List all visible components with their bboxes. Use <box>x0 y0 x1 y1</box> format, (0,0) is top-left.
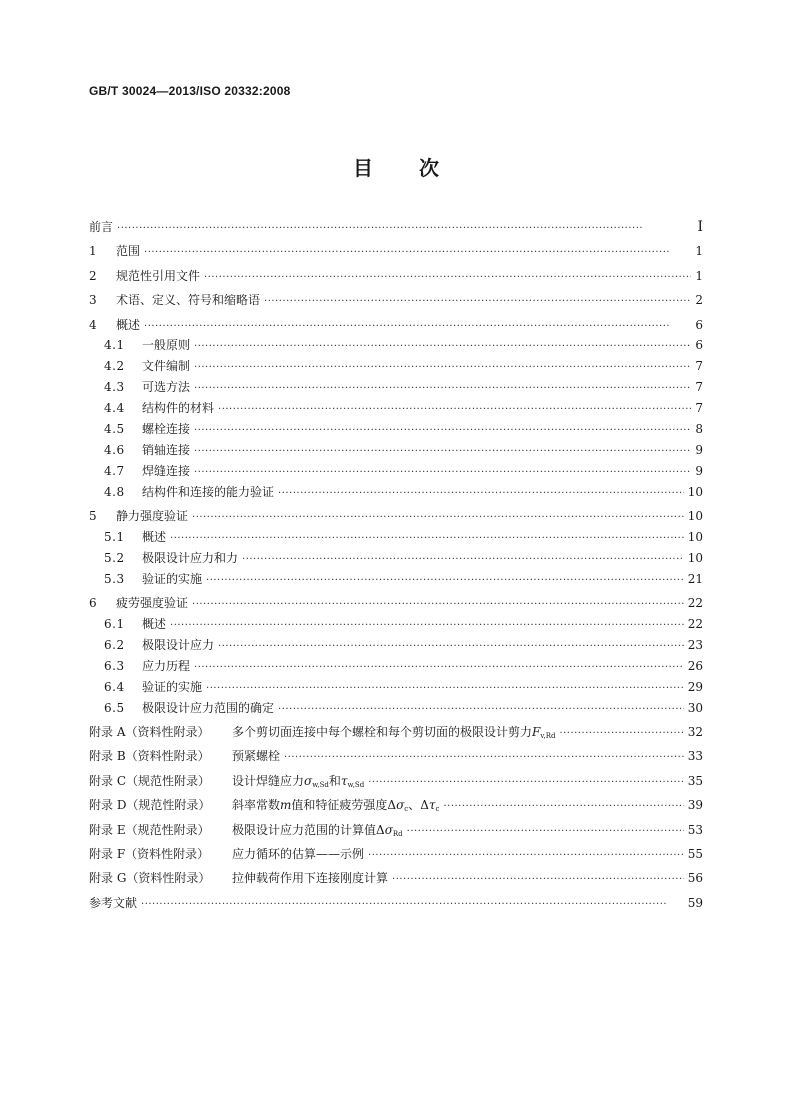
toc-page-number: 55 <box>687 846 703 861</box>
toc-entry-6[interactable] <box>89 593 703 614</box>
toc-entry-5-3[interactable] <box>89 569 703 590</box>
toc-leader-dots <box>278 700 684 721</box>
toc-text: 验证的实施 <box>142 571 203 586</box>
toc-entry-annex-c[interactable] <box>89 771 703 792</box>
toc-leader-dots <box>194 442 691 463</box>
toc-number: 5 <box>89 509 98 524</box>
toc-leader-dots <box>194 463 691 484</box>
toc-text: 设计焊缝应力 <box>232 773 305 788</box>
toc-text-connector: 和 <box>328 773 341 788</box>
toc-leader-dots <box>264 292 691 313</box>
toc-text: 范围 <box>116 244 141 259</box>
annex-label: 附录 G（资料性附录） <box>89 871 211 886</box>
toc-page-number: 53 <box>687 822 703 837</box>
toc-text: 斜率常数 <box>232 798 281 813</box>
table-of-contents <box>89 217 703 914</box>
title-char-1: 目 <box>353 156 373 180</box>
toc-text: 螺栓连接 <box>142 422 191 437</box>
toc-text: 极限设计应力 <box>142 637 215 652</box>
toc-leader-dots <box>206 679 684 700</box>
toc-leader-dots <box>170 616 684 637</box>
toc-page-number: 10 <box>687 529 703 544</box>
toc-text: 应力循环的估算——示例 <box>232 846 365 861</box>
toc-entry-5-1[interactable] <box>89 527 703 548</box>
toc-entry-4-1[interactable] <box>89 335 703 356</box>
toc-page-number: 30 <box>687 700 703 715</box>
toc-number: 1 <box>89 244 98 259</box>
toc-leader-dots <box>194 337 691 358</box>
toc-number: 5.3 <box>104 571 125 586</box>
toc-page-number: 9 <box>695 442 703 457</box>
toc-entry-4-2[interactable] <box>89 356 703 377</box>
toc-page-number: 7 <box>695 380 703 395</box>
toc-leader-dots <box>443 797 683 818</box>
toc-entry-1[interactable] <box>89 241 703 262</box>
toc-number: 6 <box>89 596 98 611</box>
math-symbol: $\tau_{w,Sd}$ <box>340 773 365 789</box>
toc-entry-annex-g[interactable] <box>89 868 703 889</box>
standard-number: GB/T 30024—2013/ISO 20332:2008 <box>89 84 291 98</box>
toc-page-number: 9 <box>695 463 703 478</box>
toc-page-number: 1 <box>695 244 703 259</box>
math-symbol: $\Delta\sigma_c$ <box>387 798 409 814</box>
toc-leader-dots <box>192 595 684 616</box>
toc-text: 前言 <box>89 220 114 234</box>
toc-text: 文件编制 <box>142 359 191 374</box>
toc-page-number: 22 <box>687 596 703 611</box>
toc-page-number: 29 <box>687 679 703 694</box>
toc-page-number: 7 <box>695 401 703 416</box>
toc-number: 4.1 <box>104 338 125 353</box>
toc-text: 术语、定义、符号和缩略语 <box>116 293 261 308</box>
toc-leader-dots <box>392 870 684 891</box>
toc-text: 概述 <box>116 317 141 332</box>
annex-label: 附录 E（规范性附录） <box>89 822 210 837</box>
toc-number: 4.8 <box>104 484 125 499</box>
toc-entry-4-7[interactable] <box>89 461 703 482</box>
toc-number: 3 <box>89 293 98 308</box>
toc-number: 6.2 <box>104 637 125 652</box>
toc-entry-annex-b[interactable] <box>89 746 703 767</box>
toc-number: 4.7 <box>104 463 125 478</box>
toc-text: 极限设计应力和力 <box>142 550 239 565</box>
toc-page-number: 10 <box>687 484 703 499</box>
toc-number: 6.1 <box>104 617 125 632</box>
toc-number: 6.3 <box>104 658 125 673</box>
toc-text: 概述 <box>142 529 167 544</box>
toc-text: 销轴连接 <box>142 442 191 457</box>
toc-entry-6-1[interactable] <box>89 614 703 635</box>
toc-entry-annex-a[interactable] <box>89 722 703 743</box>
toc-text: 预紧螺栓 <box>232 749 281 764</box>
math-symbol: m <box>280 798 292 813</box>
toc-page-number: 6 <box>695 317 703 332</box>
toc-text: 极限设计应力范围的计算值 <box>232 822 377 837</box>
toc-number: 4.3 <box>104 380 125 395</box>
page-title <box>0 152 792 181</box>
annex-label: 附录 C（规范性附录） <box>89 773 210 788</box>
toc-leader-dots <box>194 658 684 679</box>
toc-entry-2[interactable] <box>89 266 703 287</box>
toc-leader-dots <box>194 421 691 442</box>
toc-entry-bibliography[interactable] <box>89 893 703 914</box>
toc-number: 4.5 <box>104 422 125 437</box>
toc-page-number: 32 <box>687 724 703 739</box>
toc-page-number: 23 <box>687 637 703 652</box>
toc-entry-annex-f[interactable] <box>89 844 703 865</box>
toc-number: 5.1 <box>104 529 125 544</box>
toc-text: 极限设计应力范围的确定 <box>142 700 275 715</box>
toc-text: 静力强度验证 <box>116 509 189 524</box>
toc-text: 概述 <box>142 617 167 632</box>
toc-entry-foreword[interactable] <box>89 217 703 238</box>
toc-leader-dots <box>206 571 684 592</box>
toc-leader-dots <box>218 637 684 658</box>
toc-number: 4 <box>89 317 98 332</box>
annex-label: 附录 B（资料性附录） <box>89 749 210 764</box>
toc-text: 结构件的材料 <box>142 401 215 416</box>
toc-text: 应力历程 <box>142 658 191 673</box>
toc-text: 可选方法 <box>142 380 191 395</box>
toc-leader-dots <box>192 508 684 529</box>
toc-leader-dots <box>117 219 691 240</box>
toc-leader-dots <box>204 268 691 289</box>
toc-page-number: 39 <box>687 798 703 813</box>
toc-number: 2 <box>89 268 98 283</box>
annex-label: 附录 A（资料性附录） <box>89 724 210 739</box>
toc-entry-6-2[interactable] <box>89 635 703 656</box>
toc-page-number: 10 <box>687 550 703 565</box>
toc-entry-6-4[interactable] <box>89 677 703 698</box>
toc-leader-dots <box>194 379 691 400</box>
annex-label: 附录 D（规范性附录） <box>89 798 211 813</box>
toc-entry-6-5[interactable] <box>89 698 703 719</box>
toc-leader-dots <box>559 724 683 745</box>
toc-text: 参考文献 <box>89 895 138 910</box>
toc-entry-4-8[interactable] <box>89 482 703 503</box>
toc-page-number: 22 <box>687 617 703 632</box>
toc-number: 6.4 <box>104 679 125 694</box>
toc-page-number: 21 <box>687 571 703 586</box>
toc-page-number: 26 <box>687 658 703 673</box>
math-symbol: $\Delta\sigma_{Rd}$ <box>376 822 403 838</box>
toc-text: 焊缝连接 <box>142 463 191 478</box>
toc-text-connector: 值和特征疲劳强度 <box>291 798 388 813</box>
toc-page-number: 10 <box>687 509 703 524</box>
toc-leader-dots <box>194 358 691 379</box>
toc-entry-4-5[interactable] <box>89 419 703 440</box>
toc-entry-4-3[interactable] <box>89 377 703 398</box>
toc-text: 规范性引用文件 <box>116 268 201 283</box>
toc-entry-4[interactable] <box>89 315 703 336</box>
toc-leader-dots <box>278 484 684 505</box>
toc-entry-annex-e[interactable] <box>89 820 703 841</box>
toc-text: 一般原则 <box>142 338 191 353</box>
toc-page-number: 7 <box>695 359 703 374</box>
toc-entry-5-2[interactable] <box>89 548 703 569</box>
toc-text: 结构件和连接的能力验证 <box>142 484 275 499</box>
toc-text: 多个剪切面连接中每个螺栓和每个剪切面的极限设计剪力 <box>232 724 533 739</box>
math-symbol: $\sigma_{w,Sd}$ <box>304 773 329 789</box>
toc-leader-dots <box>407 822 684 843</box>
title-char-2: 次 <box>419 156 439 180</box>
math-symbol: $F_{v,Rd}$ <box>532 724 556 740</box>
toc-page-number: 35 <box>687 773 703 788</box>
toc-entry-5[interactable] <box>89 506 703 527</box>
toc-page-number: 33 <box>687 749 703 764</box>
toc-number: 4.4 <box>104 401 125 416</box>
toc-number: 4.6 <box>104 442 125 457</box>
toc-number: 5.2 <box>104 550 125 565</box>
toc-page-number: 6 <box>695 338 703 353</box>
toc-entry-4-4[interactable] <box>89 398 703 419</box>
toc-text: 验证的实施 <box>142 679 203 694</box>
toc-entry-annex-d[interactable] <box>89 795 703 816</box>
toc-entry-4-6[interactable] <box>89 440 703 461</box>
toc-entry-6-3[interactable] <box>89 656 703 677</box>
toc-text: 拉伸载荷作用下连接刚度计算 <box>232 871 389 886</box>
toc-leader-dots <box>218 400 691 421</box>
toc-leader-dots <box>144 317 691 338</box>
toc-page-number: I <box>697 219 703 235</box>
toc-page-number: 2 <box>695 293 703 308</box>
toc-leader-dots <box>141 895 684 916</box>
toc-leader-dots <box>170 529 684 550</box>
toc-leader-dots <box>368 773 684 794</box>
toc-page-number: 59 <box>687 895 703 910</box>
annex-label: 附录 F（资料性附录） <box>89 846 210 861</box>
toc-number: 4.2 <box>104 359 125 374</box>
toc-page-number: 8 <box>695 422 703 437</box>
toc-entry-3[interactable] <box>89 290 703 311</box>
toc-leader-dots <box>144 243 691 264</box>
toc-page-number: 1 <box>695 268 703 283</box>
toc-text-separator: 、 <box>408 798 421 813</box>
toc-leader-dots <box>242 550 684 571</box>
toc-page-number: 56 <box>687 871 703 886</box>
toc-leader-dots <box>284 748 684 769</box>
toc-number: 6.5 <box>104 700 125 715</box>
math-symbol: $\Delta\tau_c$ <box>420 798 440 814</box>
toc-leader-dots <box>368 846 684 867</box>
toc-text: 疲劳强度验证 <box>116 596 189 611</box>
